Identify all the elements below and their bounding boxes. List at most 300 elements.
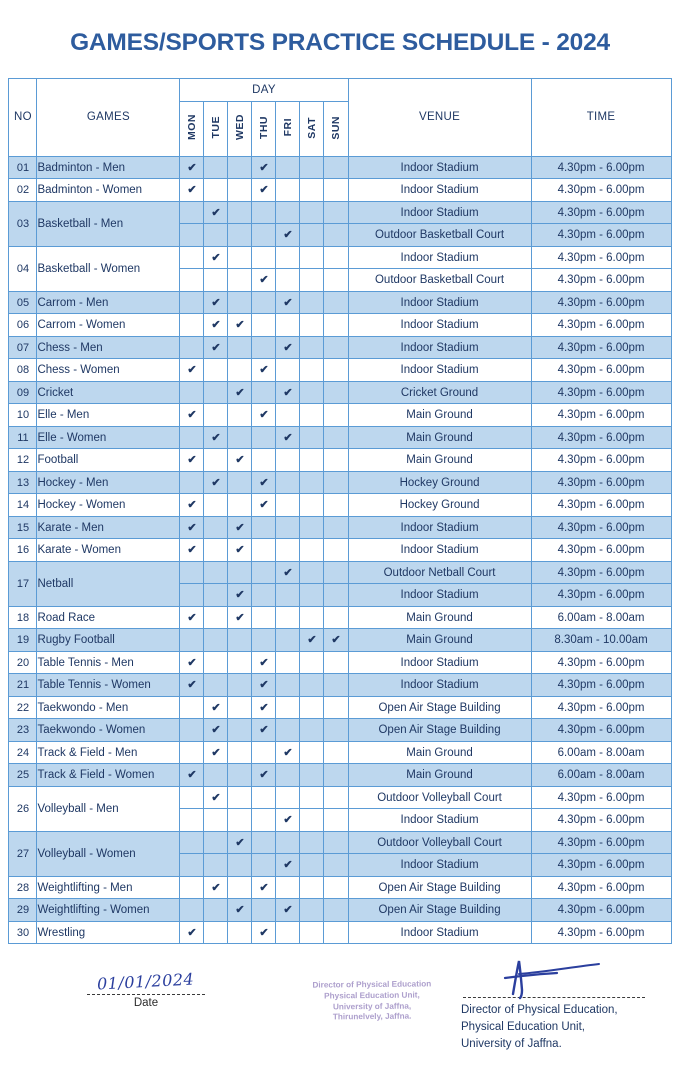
cell-time: 6.00am - 8.00am — [531, 764, 671, 787]
cell-day-sun — [324, 899, 348, 922]
check-icon: ✔ — [187, 364, 197, 377]
cell-day-sun — [324, 674, 348, 697]
cell-day-wed — [228, 921, 252, 944]
cell-day-thu — [252, 224, 276, 247]
cell-day-mon — [180, 831, 204, 854]
cell-day-tue — [204, 201, 228, 224]
cell-venue: Indoor Stadium — [348, 539, 531, 562]
date-label: Date — [133, 997, 159, 1010]
cell-day-wed — [228, 719, 252, 742]
cell-day-tue — [204, 539, 228, 562]
table-row — [9, 921, 671, 944]
cell-day-tue — [204, 831, 228, 854]
cell-venue: Cricket Ground — [348, 381, 531, 404]
check-icon: ✔ — [235, 521, 245, 534]
cell-no: 14 — [9, 494, 37, 517]
cell-day-tue — [204, 449, 228, 472]
check-icon: ✔ — [259, 926, 269, 939]
check-icon: ✔ — [235, 386, 245, 399]
cell-time: 4.30pm - 6.00pm — [531, 516, 671, 539]
cell-day-mon — [180, 584, 204, 607]
column-header-day-wed — [228, 101, 252, 156]
day-label: SAT — [305, 116, 318, 139]
cell-day-thu — [252, 494, 276, 517]
cell-game-name: Carrom - Men — [37, 291, 180, 314]
cell-day-sun — [324, 291, 348, 314]
cell-time: 8.30am - 10.00am — [531, 629, 671, 652]
table-row — [9, 381, 671, 404]
cell-day-thu — [252, 606, 276, 629]
check-icon: ✔ — [283, 341, 293, 354]
cell-venue: Indoor Stadium — [348, 854, 531, 877]
cell-game-name: Weightlifting - Men — [37, 876, 180, 899]
cell-day-mon — [180, 471, 204, 494]
cell-day-sat — [300, 359, 324, 382]
cell-day-sun — [324, 786, 348, 809]
cell-time: 4.30pm - 6.00pm — [531, 359, 671, 382]
cell-day-wed — [228, 156, 252, 179]
signature-mark — [461, 960, 671, 996]
cell-day-tue — [204, 696, 228, 719]
cell-day-sun — [324, 651, 348, 674]
cell-day-mon — [180, 156, 204, 179]
cell-venue: Indoor Stadium — [348, 674, 531, 697]
check-icon: ✔ — [235, 589, 245, 602]
table-row — [9, 516, 671, 539]
cell-time: 4.30pm - 6.00pm — [531, 809, 671, 832]
cell-no: 20 — [9, 651, 37, 674]
cell-day-sat — [300, 449, 324, 472]
cell-day-sat — [300, 629, 324, 652]
cell-time: 4.30pm - 6.00pm — [531, 224, 671, 247]
cell-day-wed — [228, 651, 252, 674]
cell-day-sun — [324, 854, 348, 877]
cell-venue: Indoor Stadium — [348, 809, 531, 832]
check-icon: ✔ — [235, 904, 245, 917]
cell-time: 4.30pm - 6.00pm — [531, 651, 671, 674]
check-icon: ✔ — [259, 476, 269, 489]
cell-no: 06 — [9, 314, 37, 337]
cell-day-tue — [204, 381, 228, 404]
cell-no: 16 — [9, 539, 37, 562]
check-icon: ✔ — [259, 679, 269, 692]
cell-day-sat — [300, 246, 324, 269]
cell-game-name: Weightlifting - Women — [37, 899, 180, 922]
cell-time: 4.30pm - 6.00pm — [531, 201, 671, 224]
cell-time: 4.30pm - 6.00pm — [531, 561, 671, 584]
cell-day-tue — [204, 179, 228, 202]
cell-day-fri — [276, 179, 300, 202]
check-icon: ✔ — [211, 341, 221, 354]
cell-venue: Indoor Stadium — [348, 201, 531, 224]
signature-caption — [461, 1002, 671, 1052]
cell-day-wed — [228, 449, 252, 472]
cell-day-mon — [180, 246, 204, 269]
cell-day-mon — [180, 876, 204, 899]
cell-day-fri — [276, 921, 300, 944]
cell-day-tue — [204, 359, 228, 382]
cell-day-thu — [252, 696, 276, 719]
cell-no: 03 — [9, 201, 37, 246]
cell-day-fri — [276, 741, 300, 764]
cell-day-mon — [180, 786, 204, 809]
cell-game-name: Road Race — [37, 606, 180, 629]
cell-venue: Open Air Stage Building — [348, 876, 531, 899]
cell-venue: Outdoor Basketball Court — [348, 269, 531, 292]
cell-venue: Outdoor Netball Court — [348, 561, 531, 584]
cell-time: 4.30pm - 6.00pm — [531, 156, 671, 179]
cell-day-sun — [324, 404, 348, 427]
cell-no: 08 — [9, 359, 37, 382]
check-icon: ✔ — [331, 634, 341, 647]
cell-day-sun — [324, 719, 348, 742]
cell-day-sat — [300, 404, 324, 427]
cell-no: 17 — [9, 561, 37, 606]
date-handwritten-value: 01/01/2024 — [96, 969, 196, 994]
signature-line: Physical Education Unit, — [461, 1021, 586, 1034]
cell-day-fri — [276, 539, 300, 562]
check-icon: ✔ — [259, 409, 269, 422]
column-header-games: GAMES — [37, 78, 180, 156]
column-header-day-mon — [180, 101, 204, 156]
check-icon: ✔ — [283, 296, 293, 309]
check-icon: ✔ — [283, 566, 293, 579]
cell-venue: Indoor Stadium — [348, 584, 531, 607]
table-row — [9, 201, 671, 224]
cell-game-name: Basketball - Men — [37, 201, 180, 246]
cell-day-wed — [228, 899, 252, 922]
check-icon: ✔ — [259, 724, 269, 737]
cell-day-wed — [228, 786, 252, 809]
cell-game-name: Chess - Women — [37, 359, 180, 382]
cell-day-mon — [180, 224, 204, 247]
check-icon: ✔ — [211, 724, 221, 737]
cell-day-fri — [276, 426, 300, 449]
cell-day-sun — [324, 314, 348, 337]
cell-venue: Indoor Stadium — [348, 516, 531, 539]
table-row — [9, 471, 671, 494]
cell-venue: Main Ground — [348, 426, 531, 449]
cell-venue: Outdoor Volleyball Court — [348, 831, 531, 854]
cell-no: 02 — [9, 179, 37, 202]
cell-venue: Hockey Ground — [348, 471, 531, 494]
table-row — [9, 899, 671, 922]
stamp-line: Physical Education Unit, — [324, 990, 420, 1001]
cell-time: 4.30pm - 6.00pm — [531, 179, 671, 202]
cell-day-tue — [204, 269, 228, 292]
cell-day-thu — [252, 471, 276, 494]
cell-game-name: Hockey - Men — [37, 471, 180, 494]
cell-day-sun — [324, 426, 348, 449]
cell-day-tue — [204, 606, 228, 629]
cell-no: 27 — [9, 831, 37, 876]
cell-day-sun — [324, 539, 348, 562]
cell-day-mon — [180, 651, 204, 674]
check-icon: ✔ — [187, 499, 197, 512]
cell-day-wed — [228, 539, 252, 562]
check-icon: ✔ — [283, 814, 293, 827]
cell-day-tue — [204, 561, 228, 584]
cell-day-mon — [180, 404, 204, 427]
cell-day-mon — [180, 426, 204, 449]
cell-no: 18 — [9, 606, 37, 629]
cell-no: 19 — [9, 629, 37, 652]
cell-day-sat — [300, 381, 324, 404]
check-icon: ✔ — [187, 184, 197, 197]
check-icon: ✔ — [187, 656, 197, 669]
cell-day-mon — [180, 516, 204, 539]
handwritten-signature-icon — [495, 956, 645, 1000]
cell-day-mon — [180, 291, 204, 314]
table-row — [9, 719, 671, 742]
cell-game-name: Taekwondo - Women — [37, 719, 180, 742]
cell-day-sat — [300, 539, 324, 562]
cell-day-fri — [276, 809, 300, 832]
cell-day-tue — [204, 494, 228, 517]
cell-game-name: Karate - Men — [37, 516, 180, 539]
cell-time: 4.30pm - 6.00pm — [531, 584, 671, 607]
cell-time: 4.30pm - 6.00pm — [531, 336, 671, 359]
cell-day-fri — [276, 269, 300, 292]
check-icon: ✔ — [259, 881, 269, 894]
stamp-line: University of Jaffna, — [332, 1001, 412, 1012]
cell-day-fri — [276, 764, 300, 787]
cell-time: 4.30pm - 6.00pm — [531, 921, 671, 944]
check-icon: ✔ — [259, 161, 269, 174]
check-icon: ✔ — [235, 319, 245, 332]
cell-no: 07 — [9, 336, 37, 359]
check-icon: ✔ — [235, 544, 245, 557]
cell-day-wed — [228, 224, 252, 247]
table-row — [9, 786, 671, 809]
cell-day-fri — [276, 876, 300, 899]
cell-day-thu — [252, 246, 276, 269]
cell-day-sun — [324, 831, 348, 854]
cell-day-wed — [228, 629, 252, 652]
cell-venue: Open Air Stage Building — [348, 696, 531, 719]
cell-no: 21 — [9, 674, 37, 697]
check-icon: ✔ — [211, 746, 221, 759]
date-block — [61, 969, 231, 1010]
cell-game-name: Netball — [37, 561, 180, 606]
cell-day-thu — [252, 426, 276, 449]
cell-day-thu — [252, 809, 276, 832]
cell-no: 09 — [9, 381, 37, 404]
stamp-line: Director of Physical Education — [312, 979, 432, 991]
check-icon: ✔ — [187, 409, 197, 422]
column-header-day-sat — [300, 101, 324, 156]
cell-day-thu — [252, 831, 276, 854]
cell-day-fri — [276, 314, 300, 337]
cell-day-mon — [180, 539, 204, 562]
cell-day-thu — [252, 381, 276, 404]
cell-day-sat — [300, 336, 324, 359]
table-row — [9, 651, 671, 674]
cell-venue: Indoor Stadium — [348, 921, 531, 944]
table-row — [9, 314, 671, 337]
cell-game-name: Volleyball - Women — [37, 831, 180, 876]
cell-day-fri — [276, 246, 300, 269]
cell-day-fri — [276, 629, 300, 652]
cell-day-sun — [324, 336, 348, 359]
check-icon: ✔ — [259, 364, 269, 377]
cell-day-tue — [204, 224, 228, 247]
check-icon: ✔ — [307, 634, 317, 647]
cell-day-sat — [300, 651, 324, 674]
cell-venue: Main Ground — [348, 741, 531, 764]
cell-time: 4.30pm - 6.00pm — [531, 246, 671, 269]
cell-day-wed — [228, 426, 252, 449]
cell-day-thu — [252, 539, 276, 562]
cell-no: 13 — [9, 471, 37, 494]
cell-day-sat — [300, 584, 324, 607]
cell-day-tue — [204, 809, 228, 832]
cell-day-thu — [252, 584, 276, 607]
cell-day-fri — [276, 584, 300, 607]
cell-day-fri — [276, 899, 300, 922]
cell-day-wed — [228, 764, 252, 787]
cell-day-thu — [252, 561, 276, 584]
cell-day-sun — [324, 606, 348, 629]
cell-day-wed — [228, 359, 252, 382]
cell-venue: Indoor Stadium — [348, 336, 531, 359]
cell-day-fri — [276, 674, 300, 697]
cell-day-tue — [204, 426, 228, 449]
column-header-day-fri — [276, 101, 300, 156]
cell-game-name: Taekwondo - Men — [37, 696, 180, 719]
cell-day-fri — [276, 381, 300, 404]
cell-day-thu — [252, 269, 276, 292]
cell-day-thu — [252, 314, 276, 337]
cell-game-name: Table Tennis - Women — [37, 674, 180, 697]
cell-day-mon — [180, 314, 204, 337]
cell-day-tue — [204, 291, 228, 314]
check-icon: ✔ — [187, 769, 197, 782]
cell-day-tue — [204, 156, 228, 179]
cell-venue: Indoor Stadium — [348, 314, 531, 337]
cell-day-wed — [228, 696, 252, 719]
cell-day-mon — [180, 449, 204, 472]
cell-day-tue — [204, 854, 228, 877]
column-header-day-thu — [252, 101, 276, 156]
cell-time: 6.00am - 8.00am — [531, 741, 671, 764]
cell-day-wed — [228, 494, 252, 517]
cell-day-fri — [276, 336, 300, 359]
cell-day-thu — [252, 201, 276, 224]
cell-day-tue — [204, 336, 228, 359]
cell-day-sun — [324, 156, 348, 179]
table-row — [9, 404, 671, 427]
cell-day-sun — [324, 809, 348, 832]
cell-day-fri — [276, 719, 300, 742]
cell-day-sat — [300, 426, 324, 449]
cell-day-wed — [228, 246, 252, 269]
cell-day-sat — [300, 809, 324, 832]
cell-day-tue — [204, 786, 228, 809]
cell-day-fri — [276, 831, 300, 854]
cell-venue: Main Ground — [348, 764, 531, 787]
signature-footer — [9, 958, 671, 1068]
column-header-day-tue — [204, 101, 228, 156]
table-row — [9, 336, 671, 359]
cell-day-sat — [300, 899, 324, 922]
cell-day-wed — [228, 201, 252, 224]
check-icon: ✔ — [187, 544, 197, 557]
cell-no: 11 — [9, 426, 37, 449]
cell-time: 4.30pm - 6.00pm — [531, 831, 671, 854]
cell-day-thu — [252, 516, 276, 539]
cell-day-sun — [324, 269, 348, 292]
cell-day-tue — [204, 876, 228, 899]
check-icon: ✔ — [259, 184, 269, 197]
day-label: TUE — [209, 116, 222, 139]
cell-time: 4.30pm - 6.00pm — [531, 854, 671, 877]
check-icon: ✔ — [211, 251, 221, 264]
cell-no: 26 — [9, 786, 37, 831]
cell-day-sun — [324, 584, 348, 607]
check-icon: ✔ — [187, 521, 197, 534]
cell-day-wed — [228, 381, 252, 404]
cell-day-fri — [276, 291, 300, 314]
cell-day-sat — [300, 921, 324, 944]
cell-day-sat — [300, 719, 324, 742]
table-row — [9, 629, 671, 652]
cell-day-sat — [300, 786, 324, 809]
cell-day-thu — [252, 404, 276, 427]
cell-time: 4.30pm - 6.00pm — [531, 449, 671, 472]
cell-time: 4.30pm - 6.00pm — [531, 899, 671, 922]
cell-time: 4.30pm - 6.00pm — [531, 494, 671, 517]
cell-day-tue — [204, 674, 228, 697]
cell-day-wed — [228, 606, 252, 629]
cell-day-tue — [204, 584, 228, 607]
table-row — [9, 831, 671, 854]
cell-day-fri — [276, 854, 300, 877]
cell-day-sat — [300, 516, 324, 539]
cell-day-sat — [300, 201, 324, 224]
cell-day-mon — [180, 921, 204, 944]
table-body — [9, 156, 671, 944]
cell-day-wed — [228, 854, 252, 877]
cell-day-wed — [228, 831, 252, 854]
cell-day-mon — [180, 741, 204, 764]
cell-day-thu — [252, 786, 276, 809]
cell-no: 12 — [9, 449, 37, 472]
cell-day-tue — [204, 719, 228, 742]
check-icon: ✔ — [211, 881, 221, 894]
cell-day-fri — [276, 156, 300, 179]
cell-day-tue — [204, 899, 228, 922]
cell-time: 4.30pm - 6.00pm — [531, 471, 671, 494]
cell-day-sun — [324, 179, 348, 202]
stamp-line: Thirunelvely, Jaffna. — [332, 1012, 412, 1023]
table-row — [9, 741, 671, 764]
cell-no: 01 — [9, 156, 37, 179]
cell-day-mon — [180, 269, 204, 292]
cell-venue: Indoor Stadium — [348, 651, 531, 674]
cell-day-fri — [276, 449, 300, 472]
cell-day-sat — [300, 494, 324, 517]
check-icon: ✔ — [235, 836, 245, 849]
cell-venue: Main Ground — [348, 449, 531, 472]
check-icon: ✔ — [187, 679, 197, 692]
cell-day-sat — [300, 224, 324, 247]
cell-no: 04 — [9, 246, 37, 291]
cell-day-wed — [228, 336, 252, 359]
check-icon: ✔ — [211, 476, 221, 489]
cell-day-sat — [300, 741, 324, 764]
day-label: MON — [185, 114, 198, 141]
